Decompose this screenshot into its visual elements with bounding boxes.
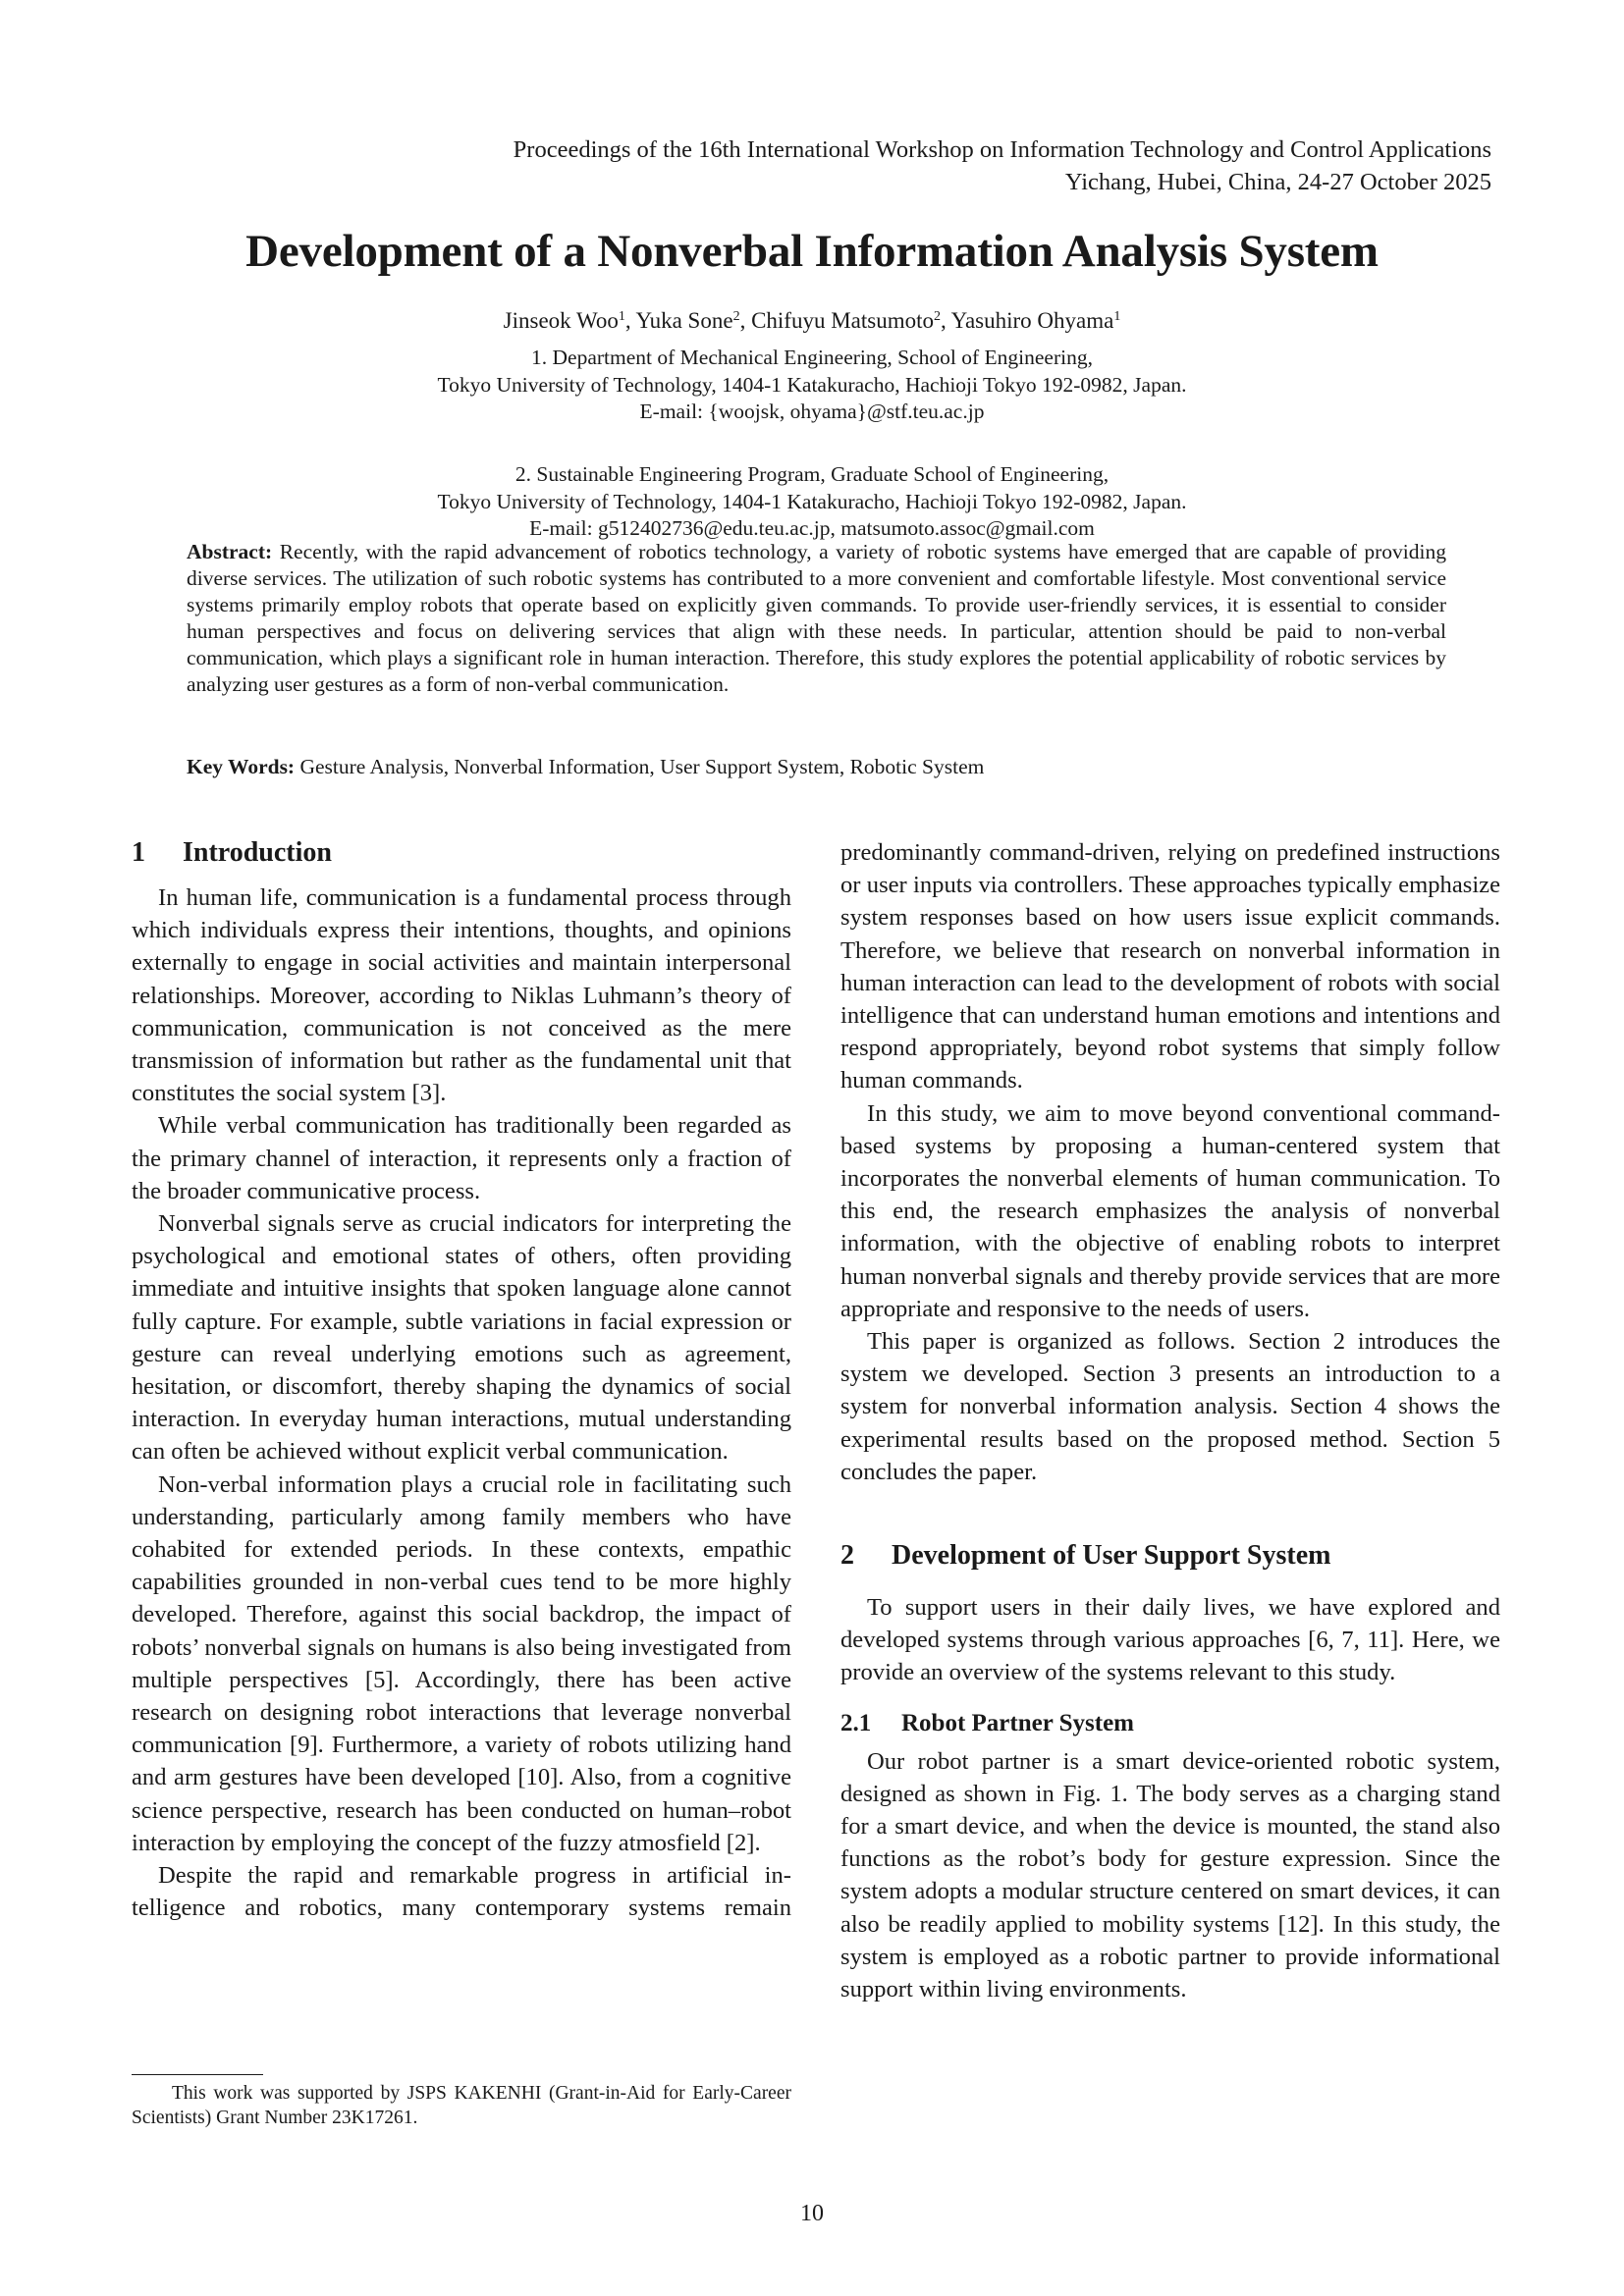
affiliation-address: Tokyo University of Technology, 1404-1 Katakuracho, Hachioji Tokyo 192-0982, Japan. [437, 489, 1187, 513]
affiliation-department: 1. Department of Mechanical Engineering, School of Engineering, [531, 346, 1093, 369]
affiliation-email: E-mail: g512402736@edu.teu.ac.jp, matsumoto.assoc@gmail.com [529, 516, 1095, 540]
author: Yasuhiro Ohyama$^1$ [950, 308, 1121, 333]
affiliation-2 [0, 461, 1624, 543]
affiliation-email: E-mail: {woojsk, ohyama}@stf.teu.ac.jp [639, 400, 985, 423]
page-number: 10 [800, 2201, 824, 2226]
affiliation-department: 2. Sustainable Engineering Program, Graduate School of Engineering, [514, 462, 1110, 486]
keywords-text: Gesture Analysis, Nonverbal Information, User Support System, Robotic System [299, 755, 985, 778]
running-head [215, 133, 1491, 198]
right-column [840, 836, 1500, 2005]
footnote-rule [132, 2074, 263, 2075]
paragraph: Despite the rapid and remarkable progress in artificial intelligence and robotics, many contemporary systems remain [132, 1862, 791, 1922]
left-column [132, 836, 791, 1925]
author: Yuka Sone$^2$ [635, 308, 740, 333]
paragraph: To support users in their daily lives, we have explored and developed systems through various approaches [6, 7, 11]. Here, we provide an overview of the systems relevant to this study. [840, 1594, 1500, 1686]
section-heading-introduction [132, 836, 791, 869]
subsection-heading-robot-partner-system [840, 1707, 1500, 1739]
footnote [132, 2081, 791, 2130]
abstract [187, 539, 1446, 698]
paragraph: In this study, we aim to move beyond conventional command-based systems by proposing a human-centered system that incorporates the nonverbal elements of human communication. To this end, the research emphasizes the analysis of nonverbal information, with the objective of enabling robots to interpret human nonverbal signals and thereby provide services that are more appropriate and responsive to the needs of users. [840, 1099, 1500, 1322]
author-list: Jinseok Woo$^1$, Yuka Sone$^2$, Chifuyu Matsumoto$^2$, Yasuhiro Ohyama$^1$ [503, 308, 1121, 333]
paragraph: This paper is organized as follows. Section 2 introduces the system we developed. Section 3 presents an introduction to a system for nonverbal information analysis. Section 4 shows the experimental results based on the proposed method. Section 5 concludes the paper. [840, 1328, 1500, 1485]
abstract-label: Abstract: [187, 540, 273, 563]
paper-title: Development of a Nonverbal Information Analysis System [245, 226, 1379, 277]
affiliation-1 [0, 345, 1624, 426]
paragraph: Our robot partner is a smart device-oriented robotic system, designed as shown in Fig. 1. The body serves as a charging stand for a smart device, and when the device is mounted, the stand also functions as the robot’s body for gesture expression. Since the system adopts a modular structure centered on smart devices, it can also be readily applied to mobility systems [12]. In this study, the system is employed as a robotic partner to provide informational support within living environments. [840, 1747, 1500, 2003]
paragraph: Nonverbal signals serve as crucial indicators for interpreting the psychological and emotional states of others, often providing immediate and intuitive insights that spoken language alone cannot fully capture. For example, subtle variations in facial expression or gesture can reveal underlying emotions such as agreement, hesitation, or discomfort, thereby shaping the dynamics of social interaction. In everyday human interactions, mutual understanding can often be achieved without explicit verbal communication. [132, 1210, 791, 1466]
paragraph: In human life, communication is a fundamental process through which individuals express their intentions, thoughts, and opinions externally to engage in social activities and maintain interpersonal relationships. Moreover, according to Niklas Luhmann’s theory of communication, communication is not conceived as the mere transmission of information but rather as the fundamental unit that constitutes the social system [3]. [132, 884, 791, 1107]
affiliation-address: Tokyo University of Technology, 1404-1 Katakuracho, Hachioji Tokyo 192-0982, Japan. [437, 372, 1187, 397]
paragraph: While verbal communication has traditionally been regarded as the primary channel of interaction, it represents only a fraction of the broader communicative process. [132, 1112, 791, 1204]
author: Chifuyu Matsumoto$^2$ [751, 308, 941, 333]
footnote-text: This work was supported by JSPS KAKENHI (Grant-in-Aid for Early-Career Scientists) Grant Number 23K17261. [132, 2083, 791, 2128]
paragraph-continued: predominantly command-driven, relying on predefined instructions or user inputs via controllers. These approaches typically emphasize system responses based on how users issue explicit commands. Therefore, we believe that research on nonverbal information in human interaction can lead to the development of robots with social intelligence that can understand human emotions and intentions and respond appropriately, beyond robot systems that simply follow human commands. [840, 839, 1500, 1095]
running-head-location-date: Yichang, Hubei, China, 24-27 October 2025 [1064, 169, 1491, 195]
running-head-conference: Proceedings of the 16th International Workshop on Information Technology and Control Applications [513, 136, 1491, 163]
subsection-number: 2.1 [840, 1709, 872, 1736]
section-title: Development of User Support System [892, 1540, 1331, 1572]
author: Jinseok Woo$^1$ [503, 308, 625, 333]
paragraph: Non-verbal information plays a crucial role in facilitating such understanding, particularly among family members who have cohabited for extended periods. In these contexts, empathic capabilities grounded in non-verbal cues tend to be more highly developed. Therefore, against this social backdrop, the impact of robots’ nonverbal signals on humans is also being investigated from multiple perspectives [5]. Accordingly, there has been active research on designing robot interactions that leverage nonverbal communication [9]. Furthermore, a variety of robots utilizing hand and arm gestures have been developed [10]. Also, from a cognitive science perspective, research has been conducted on human–robot interaction by employing the concept of the fuzzy atmosfield [2]. [132, 1470, 791, 1856]
section-title: Introduction [183, 837, 332, 868]
abstract-text: Recently, with the rapid advancement of robotics technology, a variety of robotic systems have emerged that are capable of providing diverse services. The utilization of such robotic systems has contributed to a more convenient and comfortable lifestyle. Most conventional service systems primarily employ robots that operate based on explicitly given commands. To provide user-friendly services, it is essential to consider human perspectives and focus on delivering services that align with these needs. In particular, attention should be paid to non-verbal communication, which plays a significant role in human interaction. Therefore, this study explores the potential applicability of robotic services by analyzing user gestures as a form of non-verbal communication. [187, 540, 1447, 696]
section-heading-user-support-system [840, 1539, 1500, 1572]
subsection-title: Robot Partner System [901, 1709, 1134, 1736]
section-number: 1 [132, 837, 145, 868]
keywords [187, 754, 1446, 780]
keywords-label: Key Words: [187, 755, 296, 778]
section-number: 2 [840, 1540, 854, 1572]
